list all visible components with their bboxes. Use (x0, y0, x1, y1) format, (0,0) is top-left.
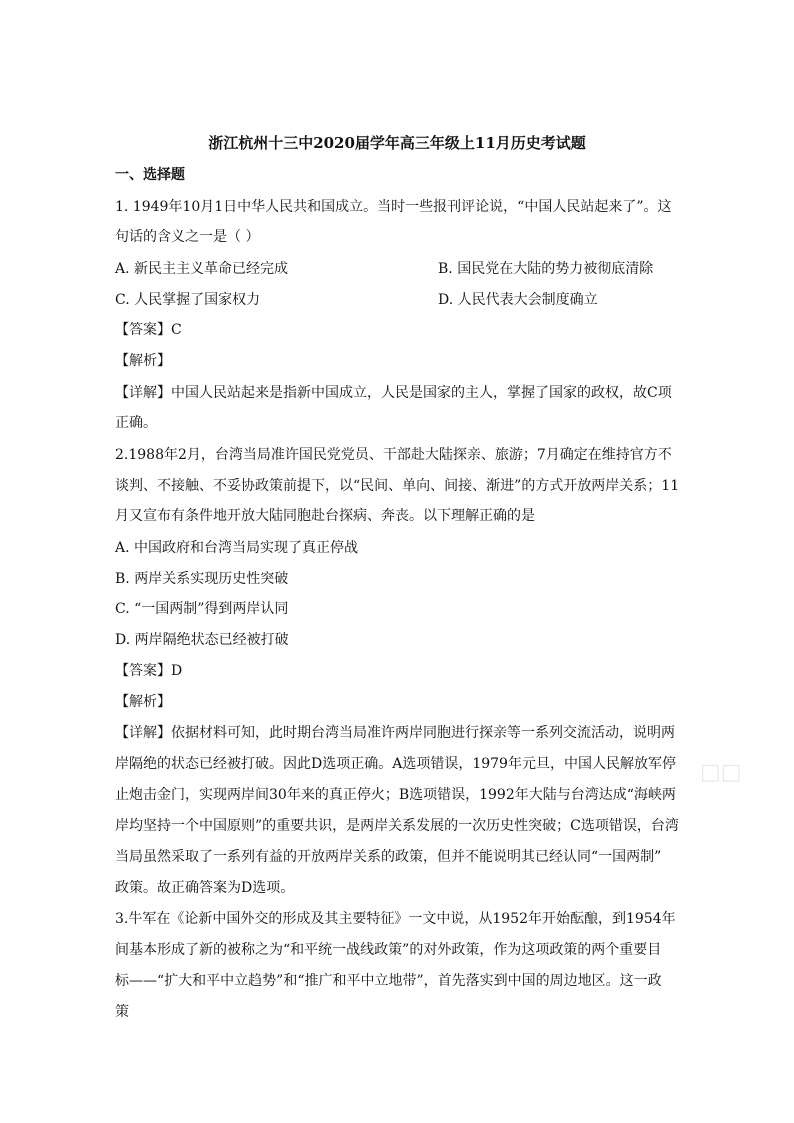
faint-watermark: □□ (700, 760, 742, 785)
q2-analysis-label: 【解析】 (115, 694, 171, 710)
q2-stem-line-1: 2.1988年2月，台湾当局准许国民党党员、干部赴大陆探亲、旅游；7月确定在维持官方不 (115, 447, 672, 463)
q3-stem-line-3: 标——“扩大和平中立趋势”和“推广和平中立地带”，首先落实到中国的周边地区。这一政 (115, 973, 662, 989)
q1-detail-line-2: 正确。 (115, 415, 157, 431)
q1-option-d: D. 人民代表大会制度确立 (438, 292, 598, 308)
q1-detail-line-1: 【详解】中国人民站起来是指新中国成立，人民是国家的主人，掌握了国家的政权，故C项 (115, 385, 672, 401)
q1-answer: 【答案】C (115, 322, 182, 338)
q2-detail-line-3: 止炮击金门，实现两岸间30年来的真正停火；B选项错误，1992年大陆与台湾达成“海峡两 (115, 787, 676, 803)
q2-stem-line-2: 谈判、不接触、不妥协政策前提下，以“民间、单向、间接、渐进”的方式开放两岸关系；11 (115, 478, 680, 494)
q2-option-b: B. 两岸关系实现历史性突破 (115, 571, 289, 587)
q2-detail-line-5: 当局虽然采取了一系列有益的开放两岸关系的政策，但并不能说明其已经认同“一国两制” (115, 849, 662, 865)
q2-option-d: D. 两岸隔绝状态已经被打破 (115, 632, 289, 648)
q2-detail-line-1: 【详解】依据材料可知，此时期台湾当局准许两岸同胞进行探亲等一系列交流活动，说明两 (115, 725, 675, 741)
q3-stem-line-2: 间基本形成了新的被称之为“和平统一战线政策”的对外政策，作为这项政策的两个重要目 (115, 942, 662, 958)
q1-option-b: B. 国民党在大陆的势力被彻底清除 (438, 261, 654, 277)
q2-detail-line-4: 岸均坚持一个中国原则”的重要共识，是两岸关系发展的一次历史性突破；C选项错误，台湾 (115, 818, 679, 834)
q2-option-c: C. “一国两制”得到两岸认同 (115, 601, 289, 617)
q2-answer: 【答案】D (115, 663, 183, 679)
q2-detail-line-2: 岸隔绝的状态已经被打破。因此D选项正确。A选项错误，1979年元旦，中国人民解放军停 (115, 756, 676, 772)
q2-option-a: A. 中国政府和台湾当局实现了真正停战 (115, 540, 359, 556)
q2-stem-line-3: 月又宣布有条件地开放大陆同胞赴台探病、奔丧。以下理解正确的是 (115, 508, 535, 524)
q3-stem-line-1: 3.牛军在《论新中国外交的形成及其主要特征》一文中说，从1952年开始酝酿，到1954年 (115, 911, 676, 927)
q2-detail-line-6: 政策。故正确答案为D选项。 (115, 880, 295, 896)
q1-stem-line-2: 句话的含义之一是（ ） (115, 229, 260, 245)
q1-stem-line-1: 1. 1949年10月1日中华人民共和国成立。当时一些报刊评论说，“中国人民站起来了”。这 (115, 199, 672, 215)
q3-stem-line-4: 策 (115, 1004, 129, 1020)
section-heading: 一、选择题 (115, 167, 185, 183)
q1-option-a: A. 新民主主义革命已经完成 (115, 261, 289, 277)
q1-option-c: C. 人民掌握了国家权力 (115, 292, 261, 308)
page-title: 浙江杭州十三中2020届学年高三年级上11月历史考试题 (208, 134, 586, 152)
q1-analysis-label: 【解析】 (115, 353, 171, 369)
